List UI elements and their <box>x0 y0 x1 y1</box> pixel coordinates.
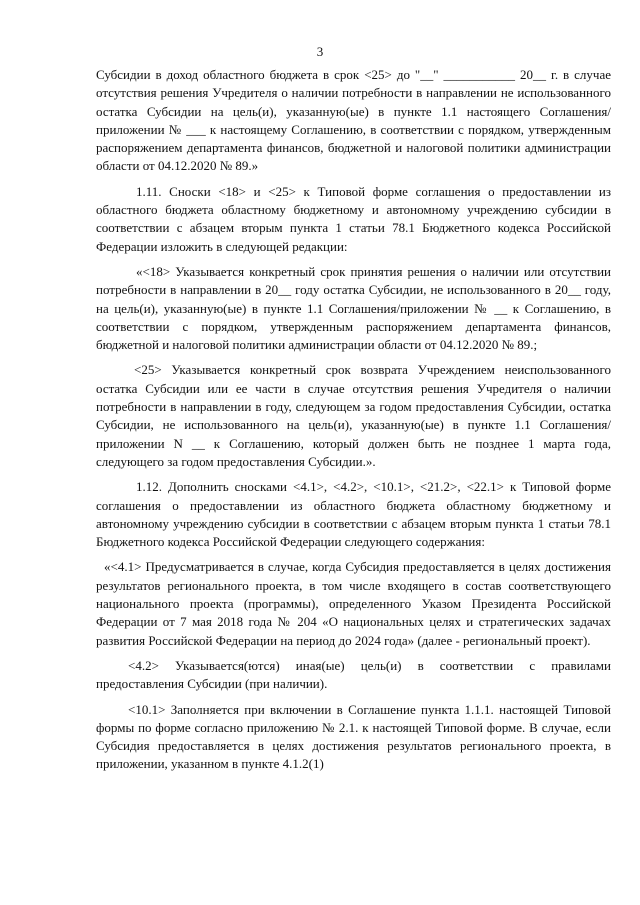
document-body <box>96 66 611 774</box>
paragraph-1-11: 1.11. Сноски <18> и <25> к Типовой форме соглашения о предоставлении из областного бюджета областному бюджетному и автономному учреждению субсидии в соответствии с абзацем вторым пункта 1 статьи 78.1 Бюджетного кодекса Российской Федерации изложить в следующей редакции: <box>96 183 611 254</box>
paragraph-footnote-25: <25> Указывается конкретный срок возврата Учреждением неиспользованного остатка Субсидии или ее части в случае отсутствия решения Учредителя о наличии потребности в направлении в году, следующем за годом предоставления Субсидии, остатка Субсидии, не использованного на цель(и), указанную(ые) в пункте 1.1 Соглашения/приложении N __ к Соглашению, который должен быть не позднее 1 марта года, следующего за годом предоставления Субсидии.». <box>96 362 611 469</box>
paragraph-footnote-18: «<18> Указывается конкретный срок принятия решения о наличии или отсутствии потребности в направлении в 20__ году остатка Субсидии, не использованного в 20__ году, на цель(и), указанную(ые) в пункте 1.1 Соглашения/приложении № __ к Соглашению, в соответствии с порядком, утвержденным распоряжением департамента финансов, бюджетной и налоговой политики администрации области от 04.12.2020 № 89.; <box>96 263 611 353</box>
paragraph-1-12: 1.12. Дополнить сносками <4.1>, <4.2>, <10.1>, <21.2>, <22.1> к Типовой форме соглашения о предоставлении из областного бюджета областному бюджетному и автономному учреждению субсидии в соответствии с абзацем вторым пункта 1 статьи 78.1 Бюджетного кодекса Российской Федерации следующего содержания: <box>96 479 611 550</box>
paragraph-footnote-4-1: «<4.1> Предусматривается в случае, когда Субсидия предоставляется в целях достижения результатов регионального проекта, в том числе входящего в состав соответствующего национального проекта (программы), определенного Указом Президента Российской Федерации от 7 мая 2018 года № 204 «О национальных целях и стратегических задачах развития Российской Федерации на период до 2024 года» (далее - региональный проект). <box>96 559 611 648</box>
paragraph-continuation: Субсидии в доход областного бюджета в срок <25> до "__" ___________ 20__ г. в случае отсутствия решения Учредителя о наличии потребности в направлении не использованного остатка Субсидии на цель(и), указанную(ые) в пункте 1.1 настоящего Соглашения/приложении № ___ к настоящему Соглашению, в соответствии с порядком, утвержденным распоряжением департамента финансов, бюджетной и налоговой политики администрации области от 04.12.2020 № 89.» <box>96 67 611 174</box>
page-number: 3 <box>316 44 324 59</box>
paragraph-footnote-10-1: <10.1> Заполняется при включении в Соглашение пункта 1.1.1. настоящей Типовой формы по форме согласно приложению № 2.1. к настоящей Типовой форме. В случае, если Субсидия предоставляется в целях достижения результатов регионального проекта, в приложении, указанном в пункте 4.1.2(1) <box>96 701 611 772</box>
paragraph-footnote-4-2: <4.2> Указывается(ются) иная(ые) цель(и) в соответствии с правилами предоставления Субсидии (при наличии). <box>96 657 611 692</box>
